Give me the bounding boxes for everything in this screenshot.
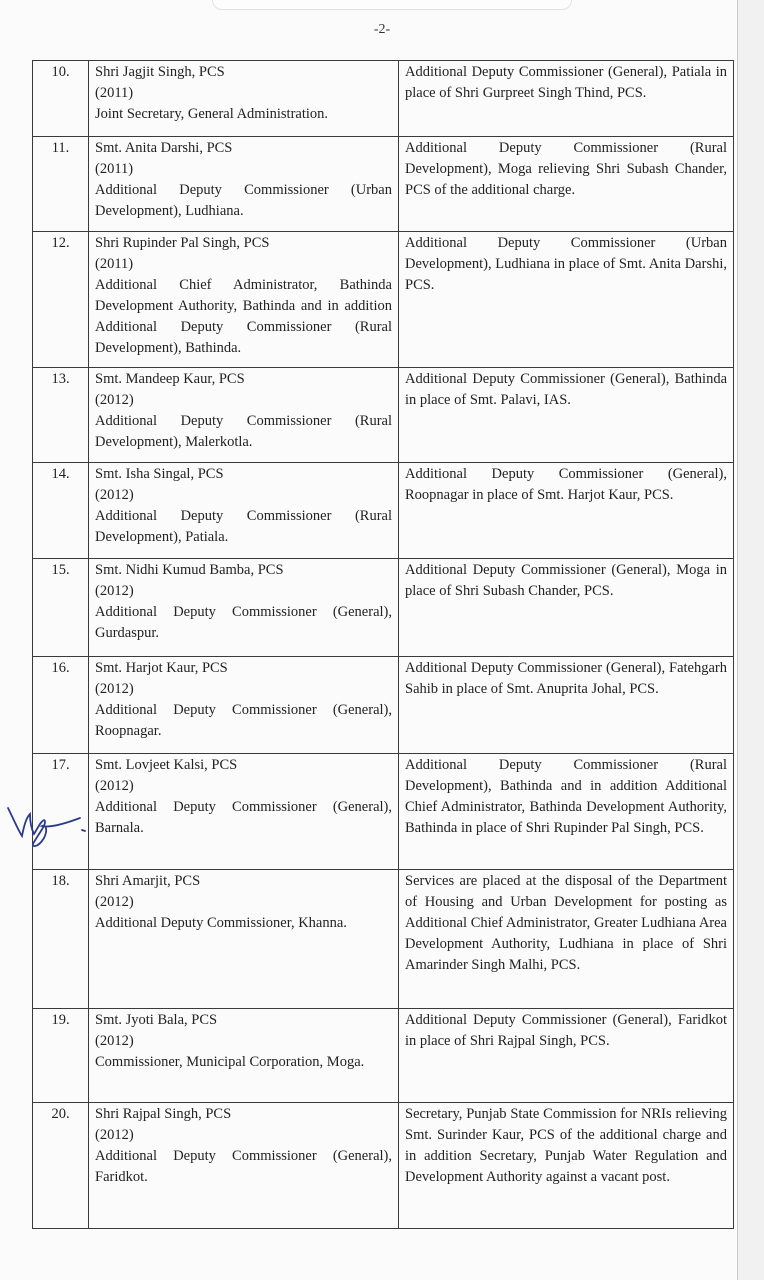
officer-name: Shri Rupinder Pal Singh, PCS <box>95 235 270 251</box>
officer-batch: (2011) <box>95 161 134 177</box>
officer-name: Smt. Isha Singal, PCS <box>95 466 224 482</box>
serial-number: 11. <box>33 137 89 232</box>
officer-batch: (2011) <box>95 256 134 272</box>
new-posting: Additional Deputy Commissioner (Rural Development), Bathinda and in addition Additional Chief Administrator, Bathinda Development Authority, Bathinda in place of Shri Rupinder Pal Singh, PCS. <box>399 754 734 870</box>
officer-batch: (2012) <box>95 583 134 599</box>
serial-number: 18. <box>33 870 89 1009</box>
officer-current-post: Additional Deputy Commissioner (Rural Development), Patiala. <box>95 508 392 545</box>
officer-batch: (2012) <box>95 392 134 408</box>
officer-name: Smt. Lovjeet Kalsi, PCS <box>95 757 238 773</box>
officer-current-post: Additional Chief Administrator, Bathinda Development Authority, Bathinda and in addition Additional Deputy Commissioner (Rural Development), Bathinda. <box>95 277 392 356</box>
officer-name: Smt. Harjot Kaur, PCS <box>95 660 228 676</box>
officer-current-post: Additional Deputy Commissioner (General), Roopnagar. <box>95 702 392 739</box>
new-posting: Additional Deputy Commissioner (General), Fatehgarh Sahib in place of Smt. Anuprita Johal, PCS. <box>399 657 734 754</box>
new-posting: Secretary, Punjab State Commission for NRIs relieving Smt. Surinder Kaur, PCS of the additional charge and in addition Secretary, Punjab Water Regulation and Development Authority against a vacant post. <box>399 1103 734 1229</box>
scan-artifact <box>212 0 572 10</box>
new-posting: Additional Deputy Commissioner (General), Roopnagar in place of Smt. Harjot Kaur, PCS. <box>399 463 734 559</box>
table-row <box>33 61 734 137</box>
transfer-orders-table <box>32 60 734 1229</box>
new-posting: Additional Deputy Commissioner (General), Faridkot in place of Shri Rajpal Singh, PCS. <box>399 1009 734 1103</box>
officer-name: Shri Jagjit Singh, PCS <box>95 64 225 80</box>
page-margin <box>738 0 764 1280</box>
officer-details <box>89 463 399 559</box>
officer-current-post: Additional Deputy Commissioner (Rural Development), Malerkotla. <box>95 413 392 450</box>
new-posting: Additional Deputy Commissioner (General), Patiala in place of Shri Gurpreet Singh Thind, PCS. <box>399 61 734 137</box>
officer-current-post: Additional Deputy Commissioner (General), Faridkot. <box>95 1148 392 1185</box>
officer-details <box>89 61 399 137</box>
new-posting: Additional Deputy Commissioner (General), Bathinda in place of Smt. Palavi, IAS. <box>399 368 734 463</box>
officer-current-post: Additional Deputy Commissioner (General), Barnala. <box>95 799 392 836</box>
officer-current-post: Additional Deputy Commissioner (Urban Development), Ludhiana. <box>95 182 392 219</box>
serial-number: 17. <box>33 754 89 870</box>
officer-batch: (2012) <box>95 487 134 503</box>
table-row <box>33 463 734 559</box>
officer-details <box>89 657 399 754</box>
officer-batch: (2012) <box>95 681 134 697</box>
table-row <box>33 137 734 232</box>
table-row <box>33 1009 734 1103</box>
serial-number: 19. <box>33 1009 89 1103</box>
officer-name: Smt. Mandeep Kaur, PCS <box>95 371 245 387</box>
new-posting: Additional Deputy Commissioner (Urban Development), Ludhiana in place of Smt. Anita Darshi, PCS. <box>399 232 734 368</box>
officer-name: Shri Amarjit, PCS <box>95 873 201 889</box>
serial-number: 16. <box>33 657 89 754</box>
officer-details <box>89 870 399 1009</box>
officer-details <box>89 232 399 368</box>
table-row <box>33 870 734 1009</box>
serial-number: 14. <box>33 463 89 559</box>
officer-current-post: Commissioner, Municipal Corporation, Moga. <box>95 1054 365 1070</box>
table-row <box>33 368 734 463</box>
officer-details <box>89 368 399 463</box>
officer-batch: (2011) <box>95 85 134 101</box>
officer-name: Shri Rajpal Singh, PCS <box>95 1106 232 1122</box>
officer-details <box>89 1103 399 1229</box>
new-posting: Services are placed at the disposal of the Department of Housing and Urban Development for posting as Additional Chief Administrator, Greater Ludhiana Area Development Authority, Ludhiana in place of Shri Amarinder Singh Malhi, PCS. <box>399 870 734 1009</box>
table-row <box>33 657 734 754</box>
officer-details <box>89 137 399 232</box>
officer-batch: (2012) <box>95 894 134 910</box>
serial-number: 13. <box>33 368 89 463</box>
table-row <box>33 1103 734 1229</box>
officer-current-post: Additional Deputy Commissioner (General), Gurdaspur. <box>95 604 392 641</box>
table-row <box>33 754 734 870</box>
serial-number: 10. <box>33 61 89 137</box>
officer-batch: (2012) <box>95 1127 134 1143</box>
officer-current-post: Joint Secretary, General Administration. <box>95 106 329 122</box>
officer-details <box>89 559 399 657</box>
officer-batch: (2012) <box>95 1033 134 1049</box>
page-number: -2- <box>373 22 391 37</box>
table-row <box>33 232 734 368</box>
signature-icon <box>4 800 90 850</box>
serial-number: 15. <box>33 559 89 657</box>
serial-number: 12. <box>33 232 89 368</box>
officer-details <box>89 754 399 870</box>
officer-details <box>89 1009 399 1103</box>
officer-name: Smt. Nidhi Kumud Bamba, PCS <box>95 562 284 578</box>
officer-current-post: Additional Deputy Commissioner, Khanna. <box>95 915 347 931</box>
serial-number: 20. <box>33 1103 89 1229</box>
table-row <box>33 559 734 657</box>
new-posting: Additional Deputy Commissioner (Rural Development), Moga relieving Shri Subash Chander, PCS of the additional charge. <box>399 137 734 232</box>
officer-batch: (2012) <box>95 778 134 794</box>
officer-name: Smt. Jyoti Bala, PCS <box>95 1012 218 1028</box>
officer-name: Smt. Anita Darshi, PCS <box>95 140 233 156</box>
new-posting: Additional Deputy Commissioner (General), Moga in place of Shri Subash Chander, PCS. <box>399 559 734 657</box>
